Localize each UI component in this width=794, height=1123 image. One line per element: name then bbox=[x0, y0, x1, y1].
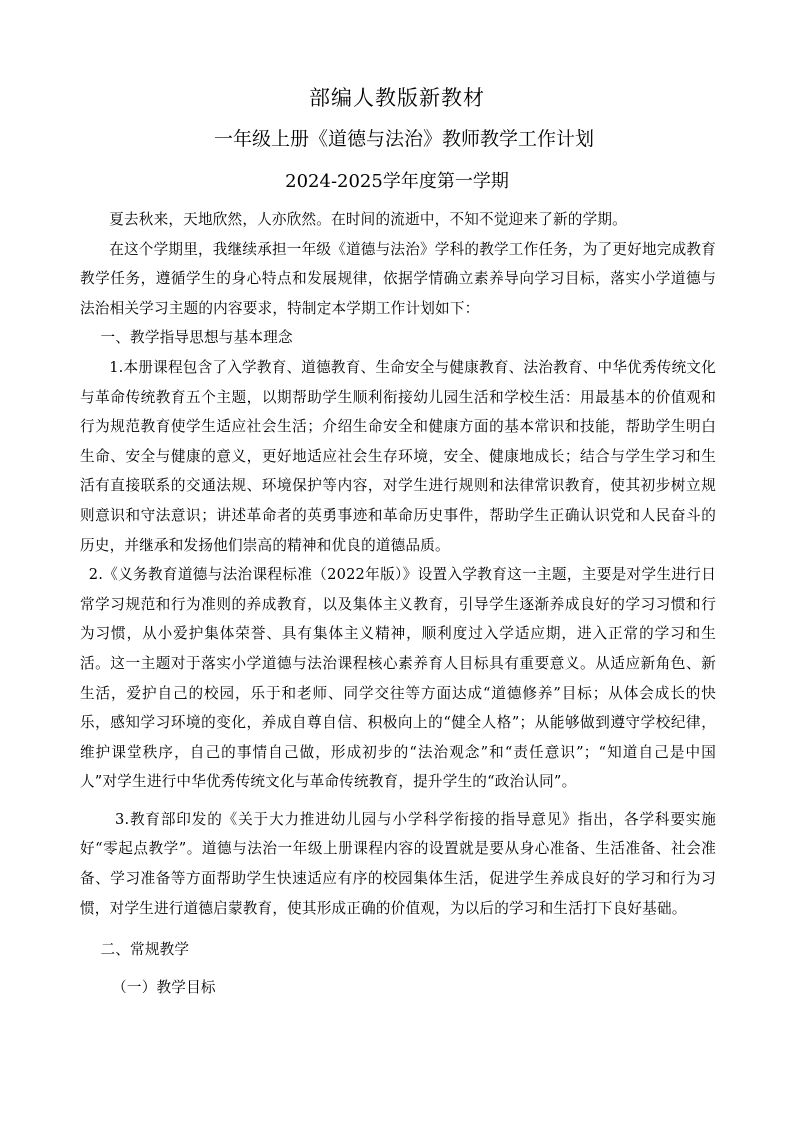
section-heading-1: 一、教学指导思想与基本理念 bbox=[100, 329, 293, 347]
paragraph-point-2: 2.《义务教育道德与法治课程标准（2022年版）》设置入学教育这一主题，主要是对学生进行日常学习规范和行为准则的养成教育，以及集体主义教育，引导学生逐渐养成良好的学习习惯和行为习惯，从小爱护集体荣誉、具有集体主义精神，顺利度过入学适应期，进入正常的学习和生活。这一主题对于落实小学道德与法治课程核心素养育人目标具有重要意义。从适应新角色、新生活，爱护自己的校园，乐于和老师、同学交往等方面达成“道德修养”目标；从体会成长的快乐，感知学习环境的变化，养成自尊自信、积极向上的“健全人格”；从能够做到遵守学校纪律，维护课堂秩序，自己的事情自己做，形成初步的“法治观念”和“责任意识”；“知道自己是中国人”对学生进行中华优秀传统文化与革命传统教育，提升学生的“政治认同”。 bbox=[80, 566, 716, 791]
document-body bbox=[80, 205, 716, 1002]
paragraph-overview: 在这个学期里，我继续承担一年级《道德与法治》学科的教学工作任务，为了更好地完成教育教学任务，遵循学生的身心特点和发展规律，依据学情确立素养导向学习目标，落实小学道德与法治相关学习主题的内容要求，特制定本学期工作计划如下： bbox=[80, 240, 716, 317]
document-title: 部编人教版新教材 bbox=[309, 86, 485, 110]
paragraph-point-3: 3.教育部印发的《关于大力推进幼儿园与小学科学衔接的指导意见》指出，各学科要实施好“零起点教学”。道德与法治一年级上册课程内容的设置就是要从身心准备、生活准备、社会准备、学习准备等方面帮助学生快速适应有序的校园集体生活，促进学生养成良好的学习和行为习惯，对学生进行道德启蒙教育，使其形成正确的价值观，为以后的学习和生活打下良好基础。 bbox=[80, 810, 716, 917]
paragraph-intro: 夏去秋来，天地欣然，人亦欣然。在时间的流逝中，不知不觉迎来了新的学期。 bbox=[109, 211, 627, 228]
paragraph-point-1: 1.本册课程包含了入学教育、道德教育、生命安全与健康教育、法治教育、中华优秀传统文化与革命传统教育五个主题，以期帮助学生顺利衔接幼儿园生活和学校生活：用最基本的价值观和行为规范教育使学生适应社会生活；介绍生命安全和健康方面的基本常识和技能，帮助学生明白生命、安全与健康的意义，更好地适应社会生存环境，安全、健康地成长；结合与学生学习和生活有直接联系的交通法规、环境保护等内容，对学生进行规则和法律常识教育，使其初步树立规则意识和守法意识；讲述革命者的英勇事迹和革命历史事件，帮助学生正确认识党和人民奋斗的历史，并继承和发扬他们崇高的精神和优良的道德品质。 bbox=[80, 358, 716, 554]
document-subtitle: 一年级上册《道德与法治》教师教学工作计划 bbox=[213, 128, 594, 150]
document-term: 2024-2025学年度第一学期 bbox=[285, 171, 509, 192]
subsection-heading-1: （一）教学目标 bbox=[112, 978, 216, 996]
section-heading-2: 二、常规教学 bbox=[100, 941, 190, 959]
